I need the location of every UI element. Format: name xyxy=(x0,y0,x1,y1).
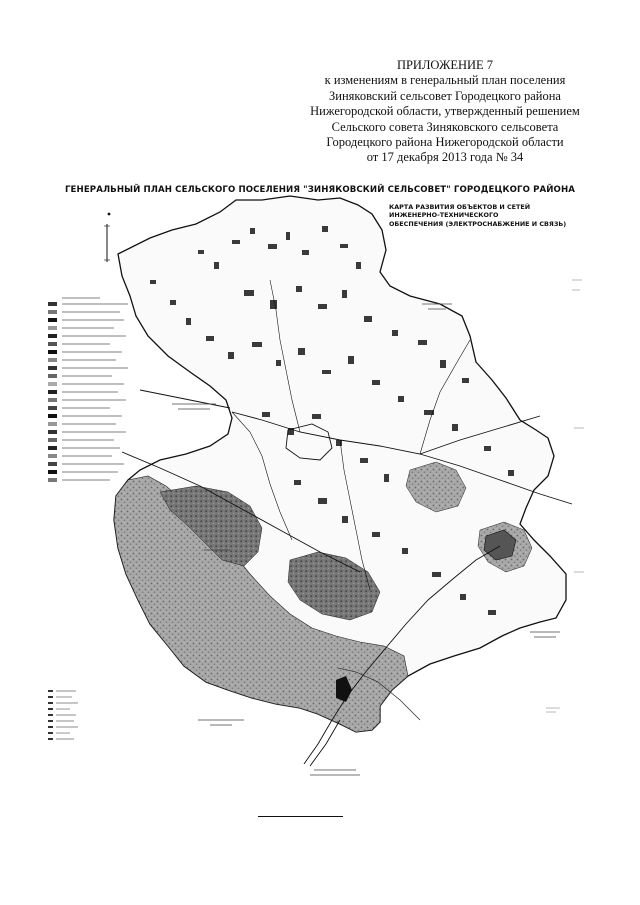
map-subtitle-line-2: ИНЖЕНЕРНО-ТЕХНИЧЕСКОГО xyxy=(389,211,499,220)
appendix-line-4: Нижегородской области, утвержденный решением xyxy=(310,104,580,119)
legend-swatches xyxy=(48,302,57,482)
map-subtitle-line-1: КАРТА РАЗВИТИЯ ОБЪЕКТОВ И СЕТЕЙ xyxy=(389,203,531,211)
legend-text-lines xyxy=(62,298,128,480)
north-arrow-icon xyxy=(108,213,111,216)
appendix-line-2: к изменениям в генеральный план поселения xyxy=(324,73,566,88)
appendix-line-5: Сельского совета Зиняковского сельсовета xyxy=(331,119,559,134)
map-subtitle-line-3: ОБЕСПЕЧЕНИЯ (ЭЛЕКТРОСНАБЖЕНИЕ И СВЯЗЬ) xyxy=(389,219,567,228)
appendix-title: ПРИЛОЖЕНИЕ 7 xyxy=(396,58,494,72)
margin-marks xyxy=(546,280,584,712)
appendix-line-3: Зиняковский сельсовет Городецкого района xyxy=(329,88,561,103)
legend-secondary xyxy=(48,690,78,740)
map-subtitle xyxy=(389,203,609,228)
appendix-date: от 17 декабря 2013 года № 34 xyxy=(366,150,524,165)
signature-line xyxy=(258,816,343,817)
map-title: ГЕНЕРАЛЬНЫЙ ПЛАН СЕЛЬСКОГО ПОСЕЛЕНИЯ "ЗИНЯКОВСКИЙ СЕЛЬСОВЕТ" ГОРОДЕЦКОГО РАЙОНА xyxy=(64,185,576,195)
appendix-line-6: Городецкого района Нижегородской области xyxy=(326,135,564,150)
